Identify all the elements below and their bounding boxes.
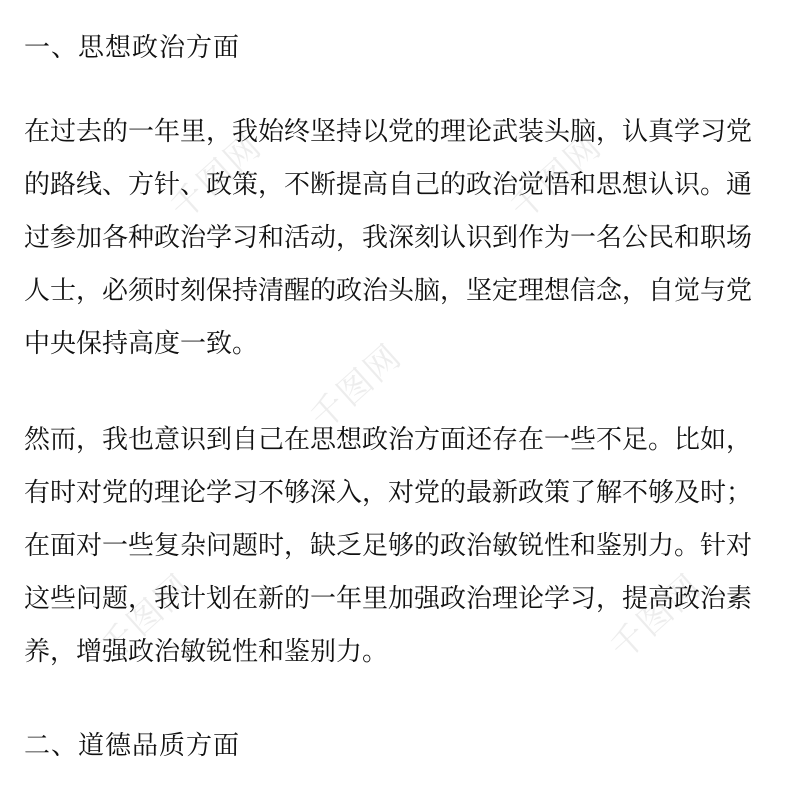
paragraph-line: 中央保持高度一致。 (24, 329, 259, 359)
watermark: 千图网 (602, 566, 710, 669)
paragraph-line: 这些问题，我计划在新的一年里加强政治理论学习，提高政治素 (24, 584, 753, 614)
watermark: 千图网 (92, 566, 200, 669)
paragraph-line: 有时对党的理论学习不够深入，对党的最新政策了解不够及时； (24, 478, 753, 508)
paragraph-line: 在过去的一年里，我始终坚持以党的理论武装头脑，认真学习党 (24, 117, 753, 147)
section-heading-ideology: 一、思想政治方面 (24, 33, 241, 63)
watermark: 千图网 (162, 126, 270, 229)
paragraph-ideology-1 (24, 106, 780, 371)
paragraph-line: 的路线、方针、政策，不断提高自己的政治觉悟和思想认识。通 (24, 170, 753, 200)
watermark: 千图网 (502, 126, 610, 229)
paragraph-line: 养，增强政治敏锐性和鉴别力。 (24, 637, 389, 667)
paragraph-line: 人士，必须时刻保持清醒的政治头脑，坚定理想信念，自觉与党 (24, 276, 753, 306)
paragraph-ideology-2 (24, 414, 780, 679)
paragraph-line: 然而，我也意识到自己在思想政治方面还存在一些不足。比如， (24, 425, 753, 455)
paragraph-line: 过参加各种政治学习和活动，我深刻认识到作为一名公民和职场 (24, 223, 753, 253)
watermark: 千图网 (302, 336, 410, 439)
section-heading-morality: 二、道德品质方面 (24, 731, 241, 761)
paragraph-line: 在面对一些复杂问题时，缺乏足够的政治敏锐性和鉴别力。针对 (24, 531, 753, 561)
